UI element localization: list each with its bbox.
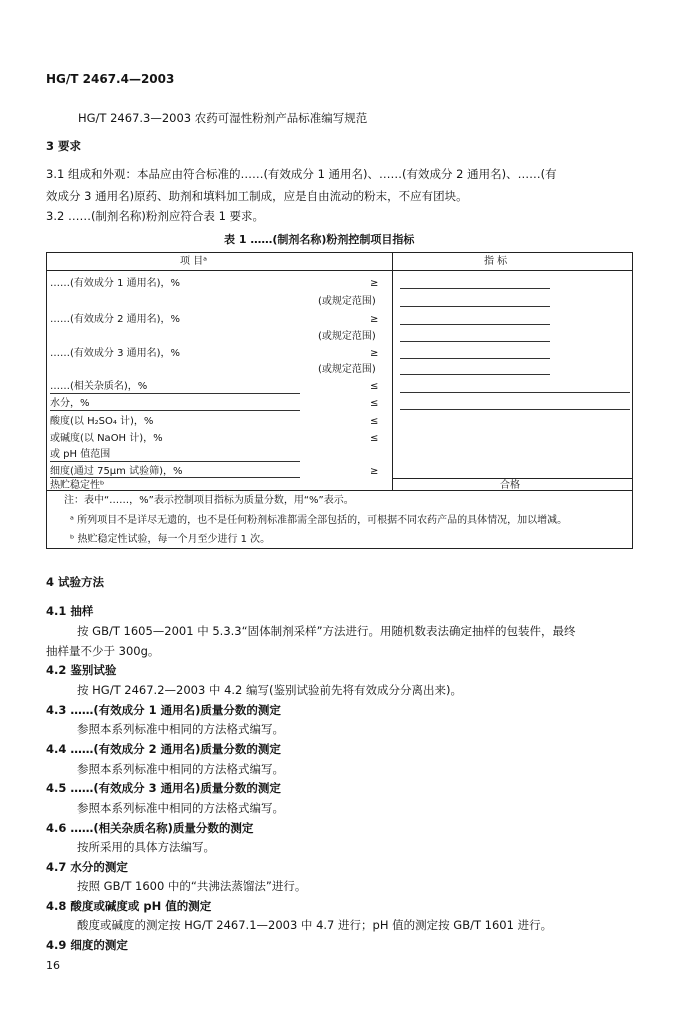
clause-3-1-line-1: 3.1 组成和外观：本品应由符合标准的……(有效成分 1 通用名)、……(有效成分 2 通用名)、……(有 (46, 167, 557, 181)
table-column-divider (392, 252, 393, 490)
clause-3-1-line-2: 效成分 3 通用名)原药、助剂和填料加工制成，应是自由流动的粉末，不应有团块。 (46, 189, 468, 203)
table-left-border (46, 252, 47, 548)
table-top-border (46, 252, 633, 253)
section-3-heading: 3 要求 (46, 139, 82, 153)
row-3-range-note: (或规定范围) (318, 364, 376, 375)
page-number: 16 (46, 959, 60, 972)
clause-3-2: 3.2 ……(制剂名称)粉剂应符合表 1 要求。 (46, 209, 265, 223)
row-9-symbol: ≥ (370, 466, 379, 477)
row-3-symbol: ≥ (370, 348, 379, 359)
row-1-range-note: (或规定范围) (318, 296, 376, 307)
row-3-range-rule (400, 374, 550, 375)
clause-4-3-heading: 4.3 ……(有效成分 1 通用名)质量分数的测定 (46, 703, 281, 717)
row-5-rule (50, 410, 300, 411)
clause-4-7-text: 按照 GB/T 1600 中的“共沸法蒸馏法”进行。 (77, 879, 307, 893)
row-2-range-note: (或规定范围) (318, 331, 376, 342)
clause-4-5-heading: 4.5 ……(有效成分 3 通用名)质量分数的测定 (46, 781, 281, 795)
row-6-symbol: ≤ (370, 416, 379, 427)
row-fineness: 细度(通过 75μm 试验筛)，% (50, 466, 183, 477)
row-ph-range: 或 pH 值范围 (50, 449, 111, 460)
row-related-impurity: ……(相关杂质名)，% (50, 381, 148, 392)
section-4-heading: 4 试验方法 (46, 575, 105, 589)
clause-4-1-text-1: 按 GB/T 1605—2001 中 5.3.3“固体制剂采样”方法进行。用随机数表法确定抽样的包装件，最终 (77, 624, 576, 638)
clause-4-8-heading: 4.8 酸度或碱度或 pH 值的测定 (46, 899, 212, 913)
clause-4-8-text: 酸度或碱度的测定按 HG/T 2467.1—2003 中 4.7 进行；pH 值的测定按 GB/T 1601 进行。 (77, 918, 553, 932)
row-3-value-rule (400, 358, 550, 359)
clause-4-5-text: 参照本系列标准中相同的方法格式编写。 (77, 801, 284, 815)
clause-4-9-heading: 4.9 细度的测定 (46, 938, 128, 952)
table-right-border (632, 252, 633, 548)
row-active-ingredient-1: ……(有效成分 1 通用名)，% (50, 278, 181, 289)
row-2-range-rule (400, 341, 550, 342)
row-1-value-rule (400, 288, 550, 289)
table-note: 注：表中“……，%”表示控制项目指标为质量分数，用“%”表示。 (64, 495, 354, 506)
table-caption: 表 1 ……(制剂名称)粉剂控制项目指标 (224, 233, 415, 246)
row-1-range-rule (400, 306, 550, 307)
clause-4-4-heading: 4.4 ……(有效成分 2 通用名)质量分数的测定 (46, 742, 281, 756)
row-8-rule (50, 461, 300, 462)
document-code: HG/T 2467.4—2003 (46, 72, 175, 86)
clause-4-6-text: 按所采用的具体方法编写。 (77, 840, 215, 854)
row-9-rule (50, 477, 300, 478)
table-footnote-a: ᵃ 所列项目不是详尽无遗的，也不是任何粉剂标准都需全部包括的，可根据不同农药产品的具体情况，加以增减。 (70, 515, 568, 526)
row-1-symbol: ≥ (370, 278, 379, 289)
table-body-bottom-border (46, 490, 633, 491)
reference-standard-line: HG/T 2467.3—2003 农药可湿性粉剂产品标准编写规范 (78, 111, 368, 125)
table-footnote-b: ᵇ 热贮稳定性试验，每一个月至少进行 1 次。 (70, 534, 271, 545)
row-moisture: 水分，% (50, 398, 90, 409)
clause-4-3-text: 参照本系列标准中相同的方法格式编写。 (77, 722, 284, 736)
row-5-value-rule (400, 409, 630, 410)
row-4-value-rule (400, 392, 630, 393)
clause-4-4-text: 参照本系列标准中相同的方法格式编写。 (77, 762, 284, 776)
table-header-bottom-border (46, 270, 633, 271)
row-4-rule (50, 393, 300, 394)
row-7-symbol: ≤ (370, 433, 379, 444)
row-4-symbol: ≤ (370, 381, 379, 392)
clause-4-6-heading: 4.6 ……(相关杂质名称)质量分数的测定 (46, 821, 254, 835)
row-alkalinity: 或碱度(以 NaOH 计)，% (50, 433, 163, 444)
row-10-value: 合格 (500, 480, 520, 491)
clause-4-2-heading: 4.2 鉴别试验 (46, 663, 117, 677)
row-2-symbol: ≥ (370, 314, 379, 325)
clause-4-1-heading: 4.1 抽样 (46, 604, 94, 618)
column-header-index: 指 标 (484, 256, 508, 267)
row-active-ingredient-3: ……(有效成分 3 通用名)，% (50, 348, 181, 359)
clause-4-7-heading: 4.7 水分的测定 (46, 860, 128, 874)
row-acidity: 酸度(以 H₂SO₄ 计)，% (50, 416, 154, 427)
table-bottom-border (46, 548, 633, 549)
column-header-item: 项 目ᵃ (180, 256, 208, 267)
row-active-ingredient-2: ……(有效成分 2 通用名)，% (50, 314, 181, 325)
row-2-value-rule (400, 324, 550, 325)
row-5-symbol: ≤ (370, 398, 379, 409)
clause-4-2-text: 按 HG/T 2467.2—2003 中 4.2 编写(鉴别试验前先将有效成分分离出来)。 (77, 683, 463, 697)
clause-4-1-text-2: 抽样量不少于 300g。 (46, 644, 160, 658)
row-heat-storage-stability: 热贮稳定性ᵇ (50, 480, 105, 491)
